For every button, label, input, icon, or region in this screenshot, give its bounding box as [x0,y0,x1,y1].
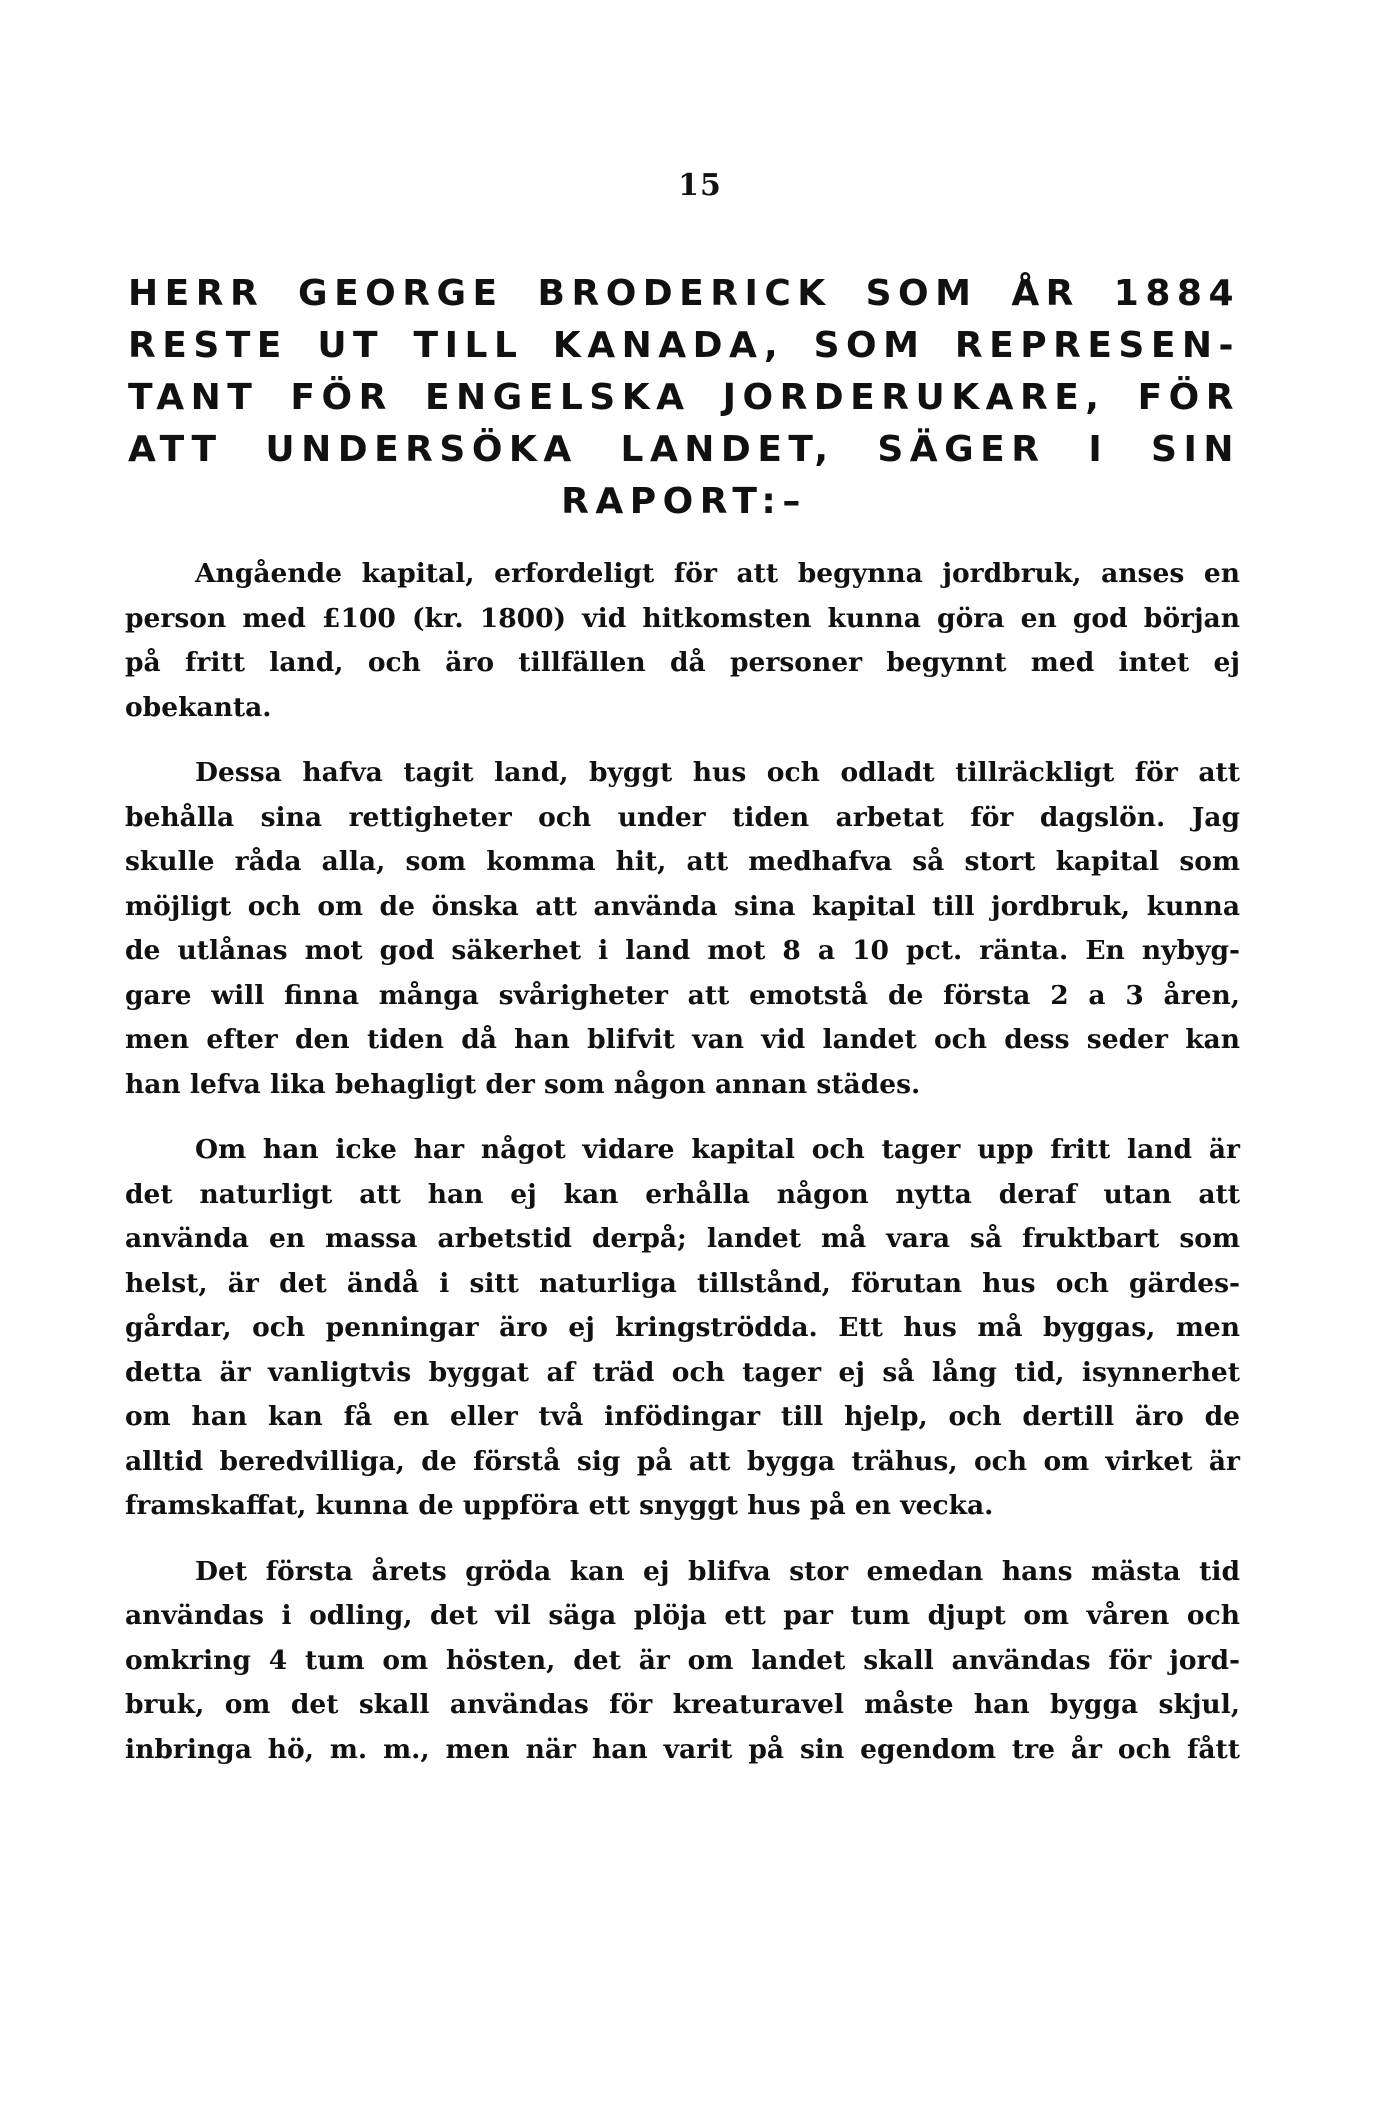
text-line: det naturligt att han ej kan erhålla någon nytta deraf utan att [125,1178,1240,1210]
text-line: på fritt land, och äro tillfällen då personer begynnt med intet ej [125,647,1240,678]
paragraph [125,751,1240,1107]
text-line: obekanta. [125,691,272,723]
text-line: gare will finna många svårigheter att emotstå de första 2 a 3 åren, [125,979,1240,1011]
body-text [125,552,1240,1793]
heading-line: RAPORT:– [561,481,807,522]
text-line: Det första årets gröda kan ej blifva stor emedan hans mästa tid [195,1555,1240,1587]
paragraph [125,1550,1240,1773]
heading-line: TANT FÖR ENGELSKA JORDERUKARE, FÖR [128,377,1240,418]
heading-line: HERR GEORGE BRODERICK SOM ÅR 1884 [128,273,1240,314]
text-line: detta är vanligtvis byggat af träd och tager ej så lång tid, isynnerhet [125,1356,1240,1388]
page-number: 15 [678,168,722,203]
heading-line: ATT UNDERSÖKA LANDET, SÄGER I SIN [128,429,1240,470]
text-line: inbringa hö, m. m., men när han varit på sin egendom tre år och fått [125,1733,1240,1765]
text-line: alltid beredvilliga, de förstå sig på att bygga trähus, och om virket är [125,1445,1240,1477]
text-line: men efter den tiden då han blifvit van vid landet och dess seder kan [125,1024,1240,1055]
text-line: användas i odling, det vil säga plöja ett par tum djupt om våren och [125,1600,1240,1631]
text-line: helst, är det ändå i sitt naturliga tillstånd, förutan hus och gärdes- [125,1267,1240,1299]
text-line: skulle råda alla, som komma hit, att medhafva så stort kapital som [125,846,1240,877]
text-line: möjligt och om de önska att använda sina kapital till jordbruk, kunna [125,890,1240,922]
text-line: omkring 4 tum om hösten, det är om landet skall användas för jord- [125,1644,1240,1676]
text-line: behålla sina rettigheter och under tiden arbetat för dagslön. Jag [125,801,1240,833]
text-line: om han kan få en eller två infödingar till hjelp, och dertill äro de [125,1401,1240,1432]
text-line: de utlånas mot god säkerhet i land mot 8 a 10 pct. ränta. En nybyg- [125,935,1240,966]
text-line: person med £100 (kr. 1800) vid hitkomsten kunna göra en god början [125,602,1240,634]
text-line: framskaffat, kunna de uppföra ett snyggt hus på en vecka. [125,1490,994,1521]
text-line: använda en massa arbetstid derpå; landet må vara så fruktbart som [125,1223,1240,1254]
section-heading [128,268,1240,528]
text-line: gårdar, och penningar äro ej kringströdda. Ett hus må byggas, men [125,1312,1240,1343]
text-line: bruk, om det skall användas för kreaturavel måste han bygga skjul, [125,1689,1240,1720]
text-line: Om han icke har något vidare kapital och tager upp fritt land är [195,1134,1240,1165]
paragraph [125,1128,1240,1529]
paragraph [125,552,1240,730]
text-line: Angående kapital, erfordeligt för att begynna jordbruk, anses en [195,558,1240,589]
text-line: Dessa hafva tagit land, byggt hus och odladt tillräckligt för att [195,757,1240,788]
text-line: han lefva lika behagligt der som någon annan städes. [125,1068,921,1100]
heading-line: RESTE UT TILL KANADA, SOM REPRESEN- [128,325,1240,366]
